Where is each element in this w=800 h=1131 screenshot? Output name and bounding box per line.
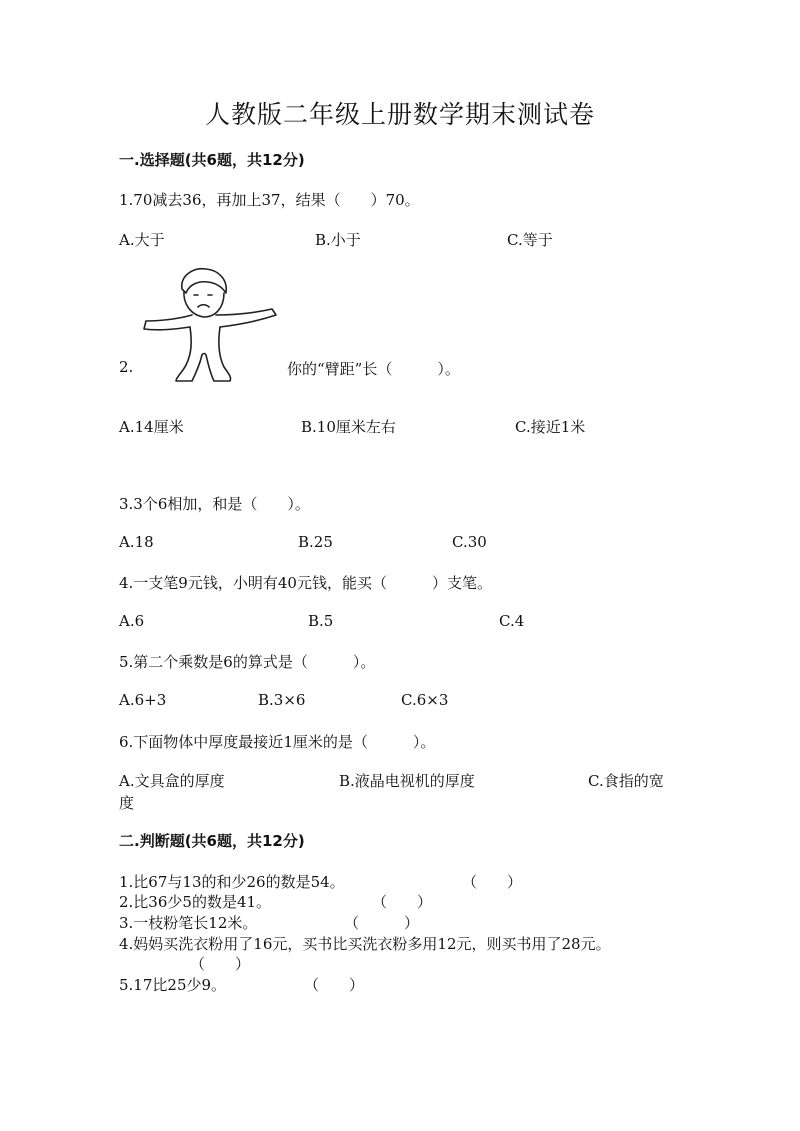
question-6: 6.下面物体中厚度最接近1厘米的是（ ）。 <box>119 733 436 751</box>
q1-option-b: B.小于 <box>315 231 361 249</box>
tf-item-3: 3.一枝粉笔长12米。 <box>119 914 258 932</box>
q6-option-b: B.液晶电视机的厚度 <box>339 772 475 790</box>
q3-option-c: C.30 <box>452 533 487 551</box>
question-4: 4.一支笔9元钱，小明有40元钱，能买（ ）支笔。 <box>119 574 492 592</box>
person-arms-outstretched-figure <box>142 263 280 385</box>
question-3: 3.3个6相加，和是（ ）。 <box>119 495 310 513</box>
q3-option-a: A.18 <box>119 533 154 551</box>
q6-option-c: C.食指的宽 <box>588 772 664 790</box>
q5-option-c: C.6×3 <box>401 691 449 709</box>
tf-item-1-blank: （ ） <box>462 873 523 891</box>
tf-item-4-blank: （ ） <box>190 955 251 973</box>
q3-option-b: B.25 <box>298 533 333 551</box>
q2-option-b: B.10厘米左右 <box>301 418 396 436</box>
tf-item-2-blank: （ ） <box>372 893 433 911</box>
question-1: 1.70减去36，再加上37，结果（ ）70。 <box>119 191 420 209</box>
tf-item-5-blank: （ ） <box>304 976 365 994</box>
tf-item-1: 1.比67与13的和少26的数是54。 <box>119 873 345 891</box>
question-5: 5.第二个乘数是6的算式是（ ）。 <box>119 653 376 671</box>
tf-item-4: 4.妈妈买洗衣粉用了16元，买书比买洗衣粉多用12元，则买书用了28元。 <box>119 935 611 953</box>
q6-option-a: A.文具盒的厚度 <box>119 772 225 790</box>
q4-option-c: C.4 <box>499 612 525 630</box>
tf-item-5: 5.17比25少9。 <box>119 976 227 994</box>
q2-option-c: C.接近1米 <box>515 418 586 436</box>
q1-option-a: A.大于 <box>119 231 165 249</box>
q2-option-a: A.14厘米 <box>119 418 184 436</box>
question-2-number: 2. <box>119 358 134 376</box>
q4-option-a: A.6 <box>119 612 145 630</box>
section-heading-true-false: 二.判断题(共6题，共12分) <box>119 832 305 850</box>
tf-item-3-blank: （ ） <box>344 914 420 932</box>
q5-option-b: B.3×6 <box>258 691 306 709</box>
q4-option-b: B.5 <box>308 612 334 630</box>
page-title: 人教版二年级上册数学期末测试卷 <box>204 100 595 129</box>
section-heading-choice: 一.选择题(共6题，共12分) <box>119 151 305 169</box>
tf-item-2: 2.比36少5的数是41。 <box>119 893 272 911</box>
q6-option-c-wrap: 度 <box>119 794 135 812</box>
q1-option-c: C.等于 <box>507 231 553 249</box>
question-2-stem: 你的“臂距”长（ ）。 <box>287 360 460 378</box>
q5-option-a: A.6+3 <box>119 691 167 709</box>
